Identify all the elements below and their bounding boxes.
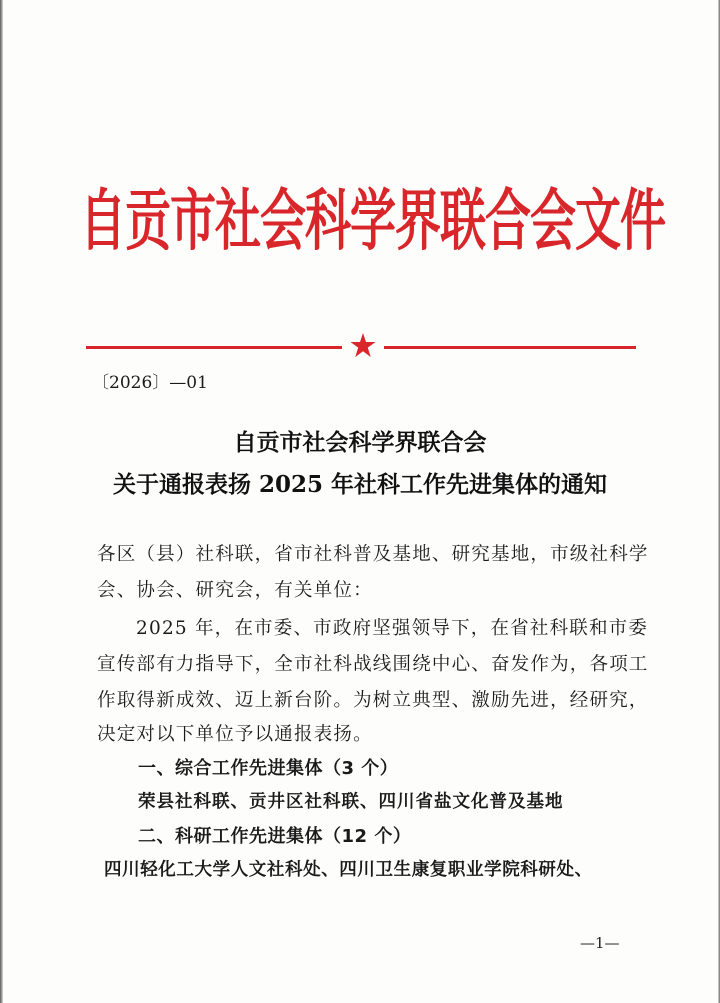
paragraph-line-3: 作取得新成效、迈上新台阶。为树立典型、激励先进，经研究， — [97, 690, 649, 711]
red-separator-right — [384, 346, 636, 349]
address-line-1: 各区（县）社科联，省市社科普及基地、研究基地，市级社科学 — [97, 544, 649, 565]
paragraph-line-4: 决定对以下单位予以通报表扬。 — [97, 724, 373, 745]
document-number: 〔2026〕—01 — [92, 373, 208, 393]
paragraph-line-1: 2025 年，在市委、市政府坚强领导下，在省社科联和市委 — [136, 618, 649, 639]
document-title-line2: 关于通报表扬 2025 年社科工作先进集体的通知 — [112, 471, 608, 498]
section-heading-1: 一、综合工作先进集体（3 个） — [138, 758, 399, 779]
document-title-line1: 自贡市社会科学界联合会 — [233, 429, 487, 456]
red-separator-left — [86, 346, 342, 349]
section-heading-2: 二、科研工作先进集体（12 个） — [138, 826, 412, 847]
page-edge-left — [0, 0, 3, 1003]
page-number: —1— — [580, 934, 620, 952]
paragraph-line-2: 宣传部有力指导下，全市社科战线围绕中心、奋发作为，各项工 — [97, 654, 649, 675]
address-line-2: 会、协会、研究会，有关单位： — [97, 580, 373, 601]
section-units-1: 荣县社科联、贡井区社科联、四川省盐文化普及基地 — [138, 792, 564, 812]
star-icon — [350, 332, 376, 358]
letterhead-title: 自贡市社会科学界联合会文件 — [80, 181, 665, 260]
section-units-2: 四川轻化工大学人文社科处、四川卫生康复职业学院科研处、 — [104, 860, 593, 880]
